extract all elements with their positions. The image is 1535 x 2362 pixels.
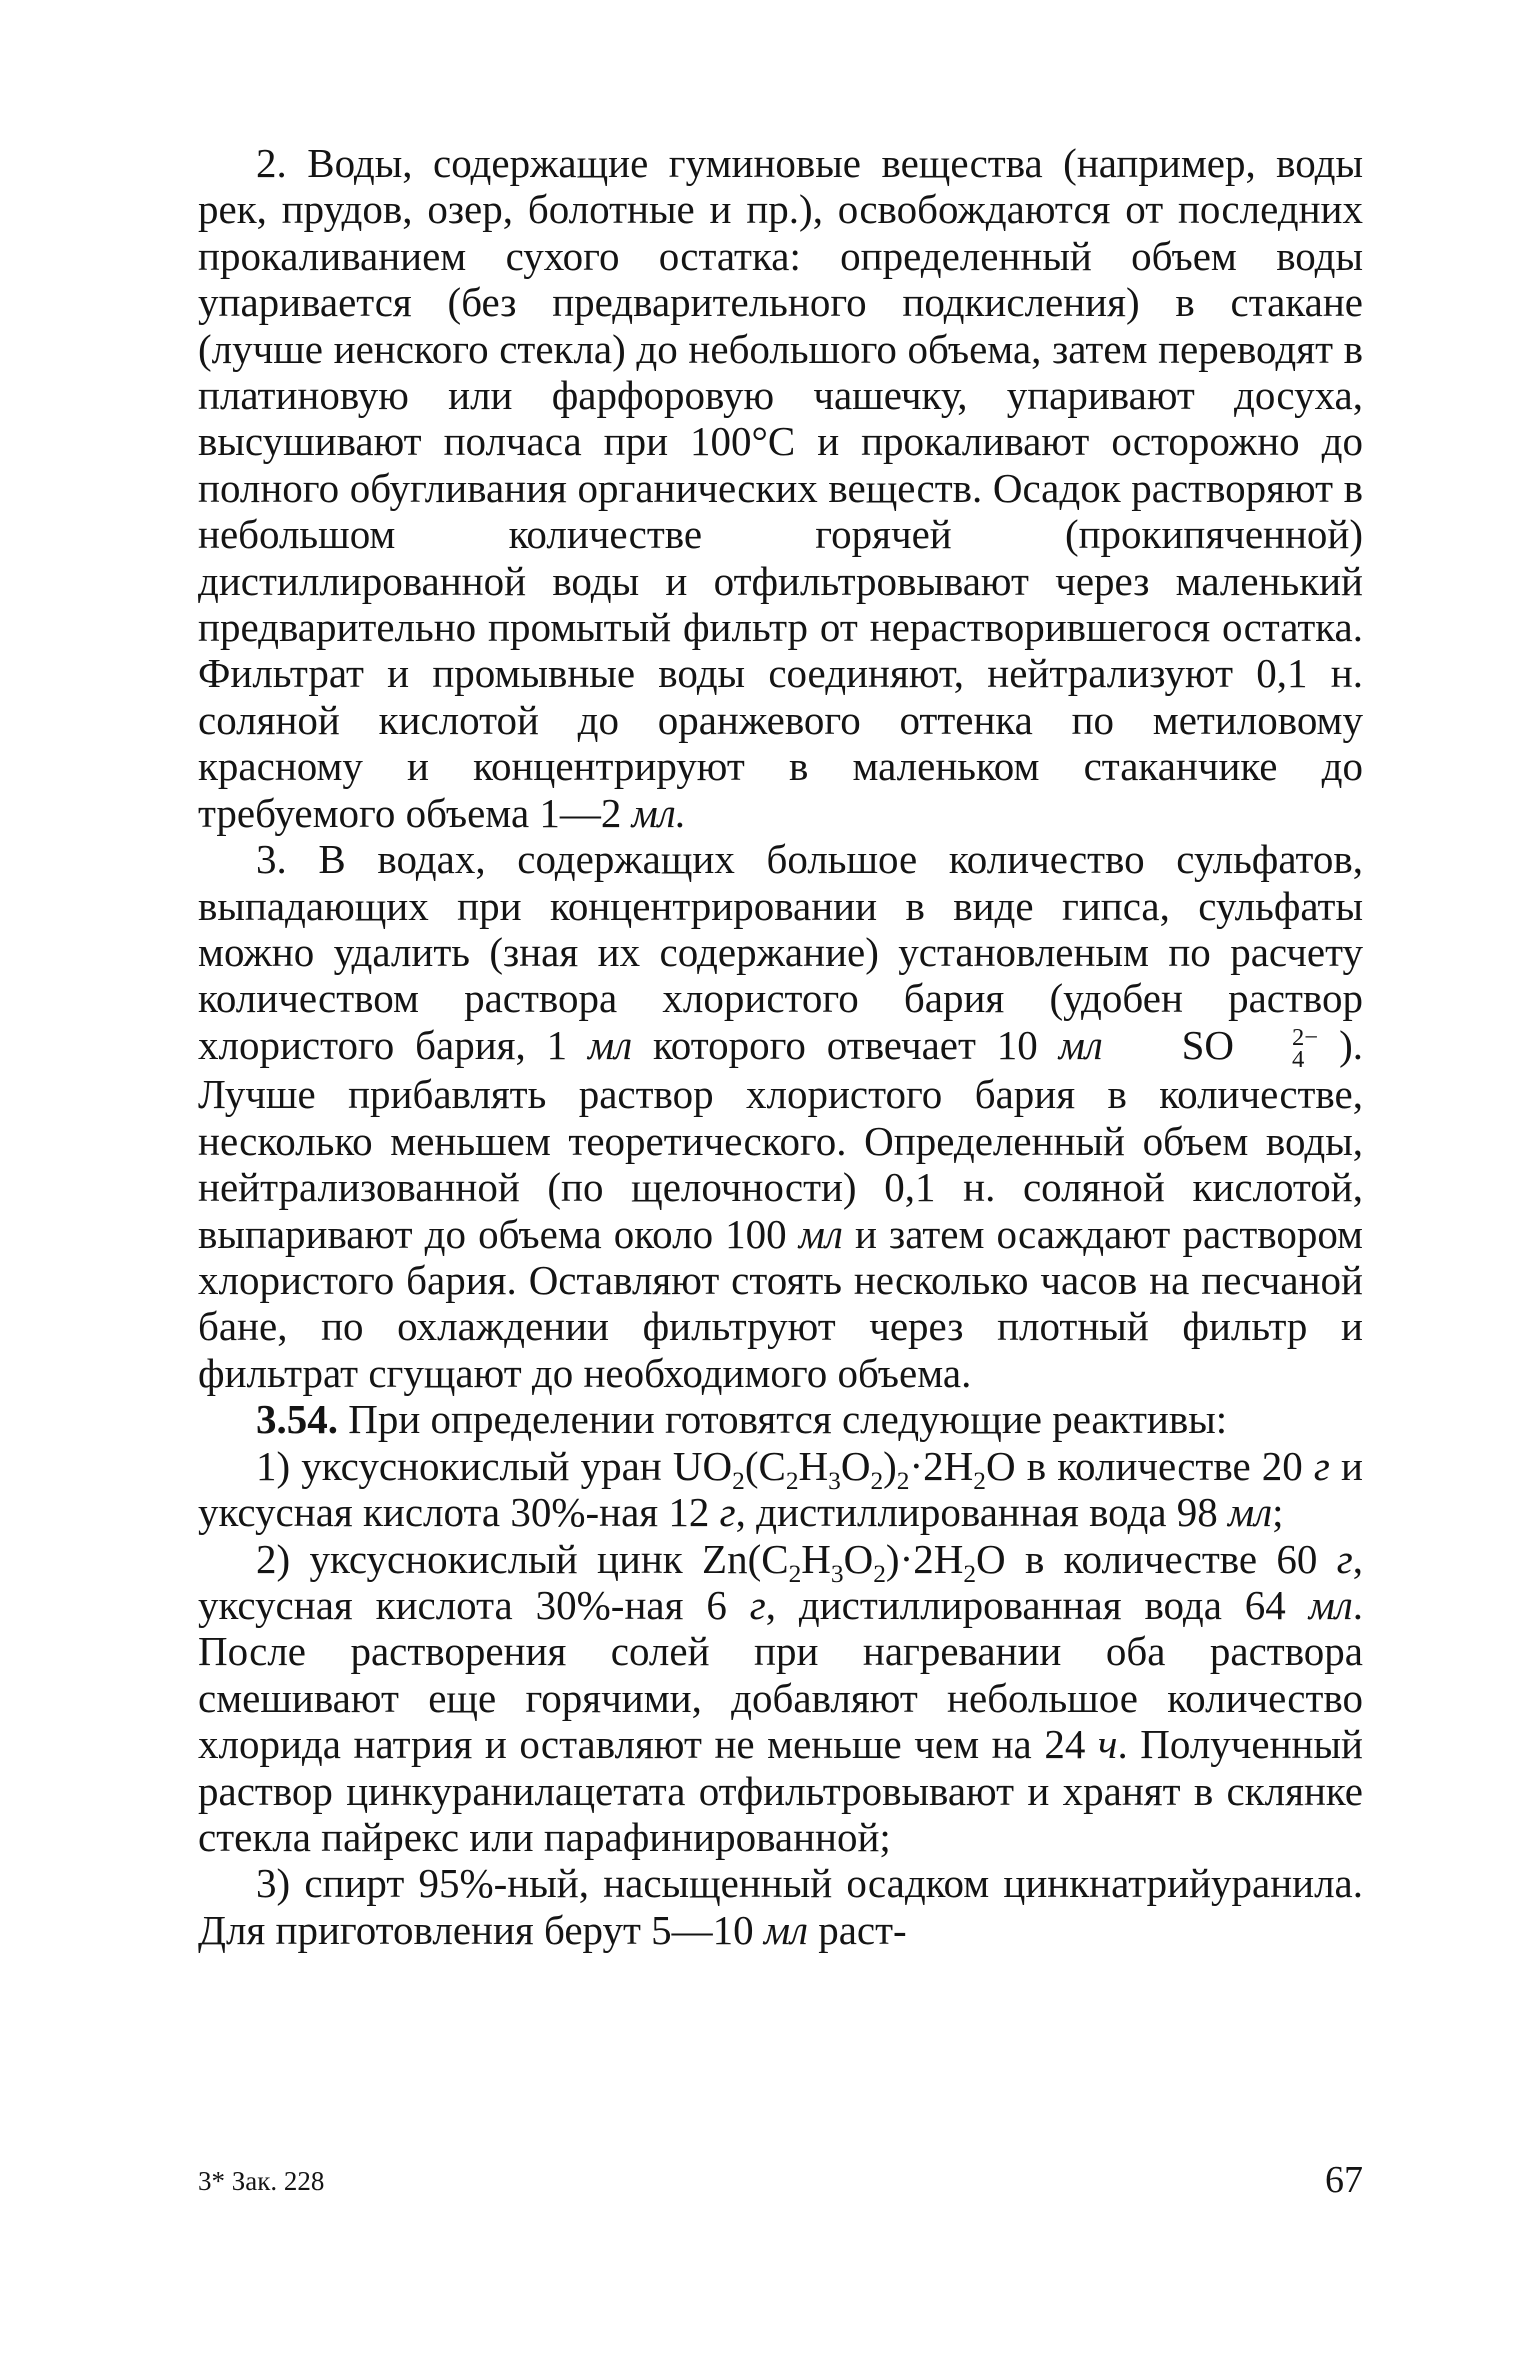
unit-ml: мл: [1308, 1581, 1353, 1628]
paragraph-text: 2. Воды, содержащие гуминовые вещества (например, воды рек, прудов, озер, болотные и пр.), освобождаются от последних прокаливанием сухого остатка: определенный объем воды упаривается (без предварительного подкисления) в стакане (лучше иенского стекла) до небольшого объема, затем переводят в платиновую или фарфоровую чашечку, упаривают досуха, высушивают полчаса при 100°С и прокаливают осторожно до полного обугливания органических веществ. Осадок растворяют в небольшом количестве горячей (прокипяченной) дистиллированной воды и отфильтровывают через маленький предварительно промытый фильтр от нерастворившегося остатка. Фильтрат и промывные воды соединяют, нейтрализуют 0,1 н. соляной кислотой до оранжевого оттенка по метиловому красному и концентрируют в маленьком стаканчике до требуемого объема 1—2: [198, 140, 1363, 836]
page-number: 67: [1325, 2159, 1363, 2201]
paragraph-humic-waters: [198, 140, 1363, 836]
unit-g: г: [1336, 1535, 1353, 1582]
reagent-item-3: 3) спирт 95%-ный, насыщенный осадком цинкнатрийуранила. Для приготовления берут 5—10 мл раст-: [198, 1860, 1363, 1953]
page-footer: [198, 2158, 1363, 2208]
unit-g: г: [749, 1581, 766, 1628]
printer-signature: 3* Зак. 228: [198, 2166, 325, 2196]
unit-g: г: [1313, 1442, 1330, 1489]
paragraph-sulfate-waters: 3. В водах, содержащих большое количество сульфатов, выпадающих при концентрировании в виде гипса, сульфаты можно удалить (зная их содержание) установленым по расчету количеством раствора хлористого бария (удобен раствор хлористого бария, 1 мл которого отвечает 10 мл SO 2− 4 ). Лучше прибавлять раствор хлористого бария в количестве, несколько меньшем теоретического. Определенный объем воды, нейтрализованной (по щелочности) 0,1 н. соляной кислотой, выпаривают до объема около 100 мл и затем осаждают раствором хлористого бария. Оставляют стоять несколько часов на песчаной бане, по охлаждении фильтруют через плотный фильтр и фильтрат сгущают до необходимого объема.: [198, 836, 1364, 1396]
unit-g: г: [719, 1489, 736, 1536]
reagent-item-2: 2) уксуснокислый цинк $Zn(C_2H_3O_2)\cdot 2H_2O$ в количестве 60 г, уксусная кислота 30%-ная 6 г, дистиллированная вода 64 мл. После растворения солей при нагревании оба раствора смешивают еще горячими, добавляют небольшое количество хлорида натрия и оставляют не меньше чем на 24 ч. Полученный раствор цинкуранилацетата отфильтровывают и хранят в склянке стекла пайрекс или парафинированной;: [198, 1535, 1363, 1860]
section-number: 3.54.: [256, 1396, 338, 1443]
unit-ml: мл: [588, 1021, 633, 1068]
unit-ml: мл.: [631, 789, 686, 836]
paragraph-reagents-intro: 3.54. При определении готовятся следующие реактивы:: [256, 1396, 1228, 1443]
main-text: [198, 140, 1363, 1953]
unit-ml: мл: [763, 1906, 808, 1953]
unit-ml: мл: [1058, 1021, 1103, 1068]
unit-ml: мл: [1228, 1489, 1273, 1536]
sulfate-ion-formula: SO 2− 4: [1181, 1021, 1319, 1074]
unit-ml: мл: [798, 1210, 843, 1257]
reagent-item-1: 1) уксуснокислый уран $UO_2(C_2H_3O_2)_2\cdot 2H_2O$ в количестве 20 г и уксусная кислота 30%-ная 12 г, дистиллированная вода 98 мл;: [198, 1442, 1363, 1536]
unit-hour: ч: [1097, 1721, 1118, 1768]
